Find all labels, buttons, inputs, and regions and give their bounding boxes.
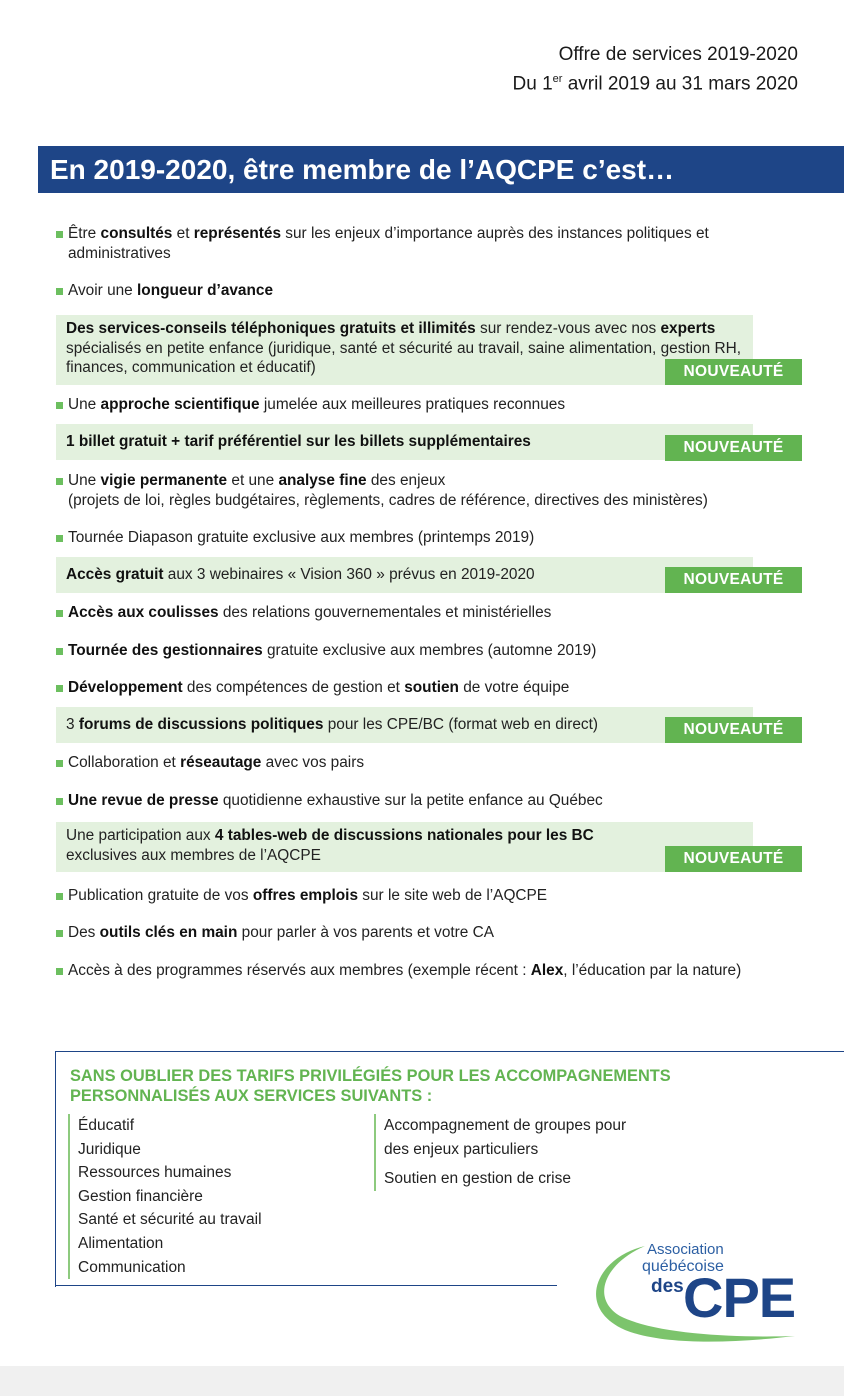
- highlight-item: 1 billet gratuit + tarif préférentiel sur les billets supplémentaires: [56, 424, 753, 460]
- bullet-icon: [56, 930, 63, 937]
- list-item: Tournée des gestionnaires gratuite exclusive aux membres (automne 2019): [56, 641, 756, 661]
- list-item: Accès aux coulisses des relations gouvernementales et ministérielles: [56, 603, 756, 623]
- list-item: Avoir une longueur d’avance: [56, 281, 756, 301]
- bullet-icon: [56, 478, 63, 485]
- offer-header: [513, 42, 798, 96]
- list-item: Collaboration et réseautage avec vos pairs: [56, 753, 756, 773]
- new-badge: NOUVEAUTÉ: [665, 717, 802, 743]
- new-badge: NOUVEAUTÉ: [665, 846, 802, 872]
- service-item: Communication: [78, 1258, 186, 1276]
- list-item: Une revue de presse quotidienne exhaustive sur la petite enfance au Québec: [56, 791, 756, 811]
- highlight-item: 3 forums de discussions politiques pour les CPE/BC (format web en direct): [56, 707, 753, 743]
- offer-title: Offre de services 2019-2020: [558, 44, 798, 65]
- service-item: Gestion financière: [78, 1187, 203, 1205]
- bullet-icon: [56, 535, 63, 542]
- new-badge: NOUVEAUTÉ: [665, 567, 802, 593]
- services-left-column: [68, 1114, 262, 1279]
- bullet-icon: [56, 402, 63, 409]
- highlight-item: Une participation aux 4 tables-web de discussions nationales pour les BC exclusives aux membres de l’AQCPE: [56, 822, 753, 872]
- services-box-bottom-rule: [55, 1285, 557, 1286]
- bullet-icon: [56, 685, 63, 692]
- list-item: Accès à des programmes réservés aux membres (exemple récent : Alex, l’éducation par la nature): [56, 961, 826, 981]
- services-right-column: [374, 1114, 626, 1191]
- bullet-icon: [56, 893, 63, 900]
- services-box-title: SANS OUBLIER DES TARIFS PRIVILÉGIÉS POUR LES ACCOMPAGNEMENTS PERSONNALISÉS AUX SERVICES SUIVANTS :: [70, 1067, 671, 1105]
- bullet-icon: [56, 760, 63, 767]
- logo-text-line3: des: [651, 1276, 684, 1297]
- bullet-icon: [56, 798, 63, 805]
- service-item: Santé et sécurité au travail: [78, 1211, 262, 1229]
- list-item: Développement des compétences de gestion et soutien de votre équipe: [56, 678, 756, 698]
- service-item: Ressources humaines: [78, 1164, 232, 1182]
- page-title-banner: En 2019-2020, être membre de l’AQCPE c’est…: [38, 146, 844, 193]
- service-item: Accompagnement de groupes pour: [384, 1117, 627, 1134]
- bullet-icon: [56, 231, 63, 238]
- new-badge: NOUVEAUTÉ: [665, 435, 802, 461]
- logo-text-line2: québécoise: [642, 1258, 724, 1275]
- service-item: Alimentation: [78, 1234, 164, 1252]
- highlight-item: Des services-conseils téléphoniques gratuits et illimités sur rendez-vous avec nos experts spécialisés en petite enfance (juridique, santé et sécurité au travail, saine alimentation, gestion RH, finances, communication et éducatif): [56, 315, 753, 385]
- bullet-icon: [56, 288, 63, 295]
- footer-strip: [0, 1366, 844, 1396]
- list-item: Être consultés et représentés sur les enjeux d’importance auprès des instances politiques et administratives: [56, 224, 756, 263]
- new-badge: NOUVEAUTÉ: [665, 359, 802, 385]
- list-item: Publication gratuite de vos offres emplois sur le site web de l’AQCPE: [56, 886, 756, 906]
- bullet-icon: [56, 968, 63, 975]
- service-item: Juridique: [78, 1140, 141, 1158]
- offer-dates: Du 1er avril 2019 au 31 mars 2020: [512, 73, 798, 95]
- highlight-item: Accès gratuit aux 3 webinaires « Vision 360 » prévus en 2019-2020: [56, 557, 753, 593]
- list-item: Tournée Diapason gratuite exclusive aux membres (printemps 2019): [56, 528, 756, 548]
- logo-mark: CPE: [683, 1266, 796, 1329]
- bullet-icon: [56, 610, 63, 617]
- bullet-icon: [56, 648, 63, 655]
- service-item: Soutien en gestion de crise: [384, 1170, 571, 1188]
- service-item: des enjeux particuliers: [384, 1140, 539, 1158]
- list-item: Des outils clés en main pour parler à vos parents et votre CA: [56, 923, 756, 943]
- list-item: Une approche scientifique jumelée aux meilleures pratiques reconnues: [56, 395, 756, 415]
- list-item: Une vigie permanente et une analyse fine des enjeux (projets de loi, règles budgétaires, règlements, cadres de référence, directives des ministères): [56, 471, 826, 510]
- logo-text-line1: Association: [647, 1241, 724, 1258]
- service-item: Éducatif: [78, 1117, 135, 1134]
